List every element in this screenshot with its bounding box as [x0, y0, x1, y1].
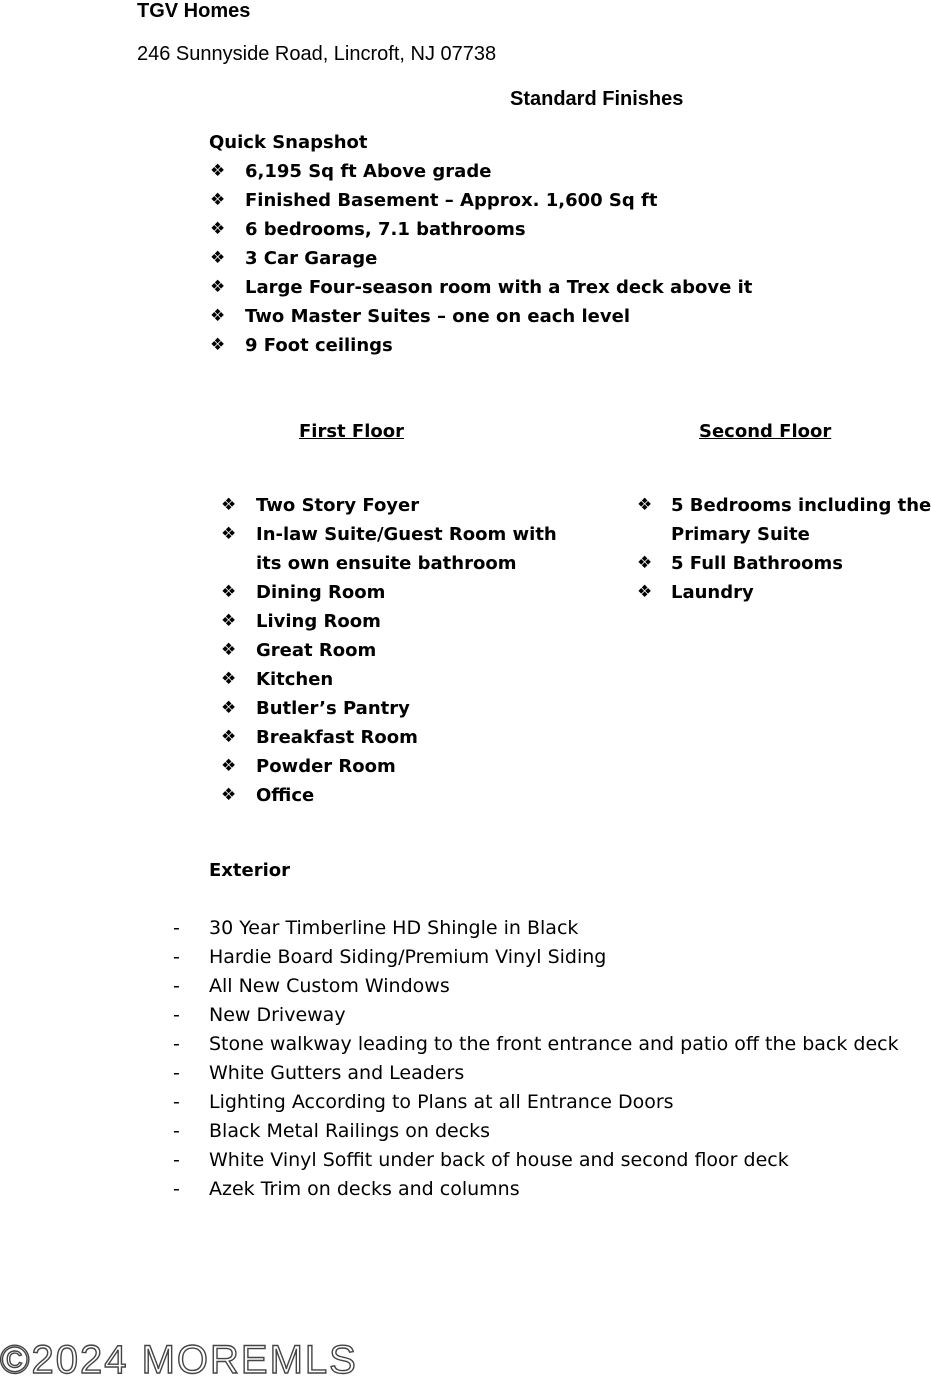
list-item-text: 9 Foot ceilings: [245, 335, 393, 356]
list-item: [209, 157, 752, 186]
list-item: [220, 520, 557, 549]
list-item: [636, 491, 931, 520]
diamond-bullet-icon: ❖: [637, 495, 653, 515]
list-item: [209, 186, 752, 215]
list-item-text: Lighting According to Plans at all Entrance Doors: [209, 1091, 674, 1113]
diamond-bullet-icon: ❖: [221, 582, 237, 602]
list-item-text: Two Story Foyer: [256, 495, 420, 516]
dash-bullet: -: [173, 1120, 180, 1142]
list-item-continuation: [636, 520, 931, 549]
dash-bullet: -: [173, 975, 180, 997]
diamond-bullet-icon: ❖: [210, 190, 226, 210]
list-item: [220, 636, 557, 665]
list-item: [636, 549, 931, 578]
diamond-bullet-icon: ❖: [221, 495, 237, 515]
diamond-bullet-icon: ❖: [637, 582, 653, 602]
exterior-list: [170, 914, 899, 1204]
list-item-text: 6,195 Sq ft Above grade: [245, 161, 492, 182]
list-item: [170, 1030, 899, 1059]
list-item-text: 3 Car Garage: [245, 248, 378, 269]
dash-bullet: -: [173, 1033, 180, 1055]
second-floor-heading: Second Floor: [699, 421, 832, 442]
list-item: [170, 914, 899, 943]
diamond-bullet-icon: ❖: [221, 698, 237, 718]
list-item: [220, 752, 557, 781]
list-item: [209, 215, 752, 244]
list-item-text: Powder Room: [256, 756, 396, 777]
list-item-text: All New Custom Windows: [209, 975, 450, 997]
list-item: [170, 943, 899, 972]
list-item-text: its own ensuite bathroom: [256, 553, 517, 574]
diamond-bullet-icon: ❖: [210, 277, 226, 297]
diamond-bullet-icon: ❖: [210, 219, 226, 239]
list-item-text: Dining Room: [256, 582, 386, 603]
list-item: [220, 665, 557, 694]
list-item-text: Great Room: [256, 640, 377, 661]
list-item-text: 6 bedrooms, 7.1 bathrooms: [245, 219, 526, 240]
document-title: Standard Finishes: [510, 88, 684, 110]
diamond-bullet-icon: ❖: [221, 756, 237, 776]
list-item-text: Two Master Suites – one on each level: [245, 306, 630, 327]
diamond-bullet-icon: ❖: [221, 611, 237, 631]
dash-bullet: -: [173, 1178, 180, 1200]
list-item-text: Large Four-season room with a Trex deck above it: [245, 277, 753, 298]
list-item-text: 5 Full Bathrooms: [671, 553, 843, 574]
first-floor-list: [220, 491, 557, 810]
list-item-text: Living Room: [256, 611, 381, 632]
list-item: [220, 781, 557, 810]
list-item-text: Black Metal Railings on decks: [209, 1120, 491, 1142]
list-item-text: In-law Suite/Guest Room with: [256, 524, 557, 545]
list-item: [220, 491, 557, 520]
dash-bullet: -: [173, 1062, 180, 1084]
copyright-watermark: ©2024 MOREMLS: [0, 1338, 358, 1382]
diamond-bullet-icon: ❖: [210, 248, 226, 268]
list-item: [220, 694, 557, 723]
diamond-bullet-icon: ❖: [210, 161, 226, 181]
list-item-continuation: [220, 549, 557, 578]
list-item-text: Office: [256, 785, 315, 806]
list-item-text: Azek Trim on decks and columns: [209, 1178, 520, 1200]
dash-bullet: -: [173, 1004, 180, 1026]
list-item-text: Finished Basement – Approx. 1,600 Sq ft: [245, 190, 658, 211]
list-item-text: Butler’s Pantry: [256, 698, 410, 719]
second-floor-list: [636, 491, 931, 607]
list-item-text: Laundry: [671, 582, 754, 603]
diamond-bullet-icon: ❖: [210, 306, 226, 326]
list-item: [170, 1117, 899, 1146]
company-name: TGV Homes: [137, 0, 251, 22]
list-item-text: Primary Suite: [671, 524, 810, 545]
dash-bullet: -: [173, 946, 180, 968]
property-address: 246 Sunnyside Road, Lincroft, NJ 07738: [137, 43, 497, 65]
list-item-text: 5 Bedrooms including the: [671, 495, 931, 516]
exterior-heading: Exterior: [209, 860, 291, 881]
diamond-bullet-icon: ❖: [221, 524, 237, 544]
list-item: [170, 972, 899, 1001]
list-item-text: Hardie Board Siding/Premium Vinyl Siding: [209, 946, 607, 968]
list-item: [209, 273, 752, 302]
quick-snapshot-heading: Quick Snapshot: [209, 132, 368, 153]
list-item-text: White Vinyl Soffit under back of house and second floor deck: [209, 1149, 789, 1171]
diamond-bullet-icon: ❖: [221, 785, 237, 805]
diamond-bullet-icon: ❖: [210, 335, 226, 355]
list-item-text: New Driveway: [209, 1004, 346, 1026]
list-item: [220, 723, 557, 752]
list-item: [220, 578, 557, 607]
dash-bullet: -: [173, 917, 180, 939]
list-item: [170, 1088, 899, 1117]
list-item: [209, 331, 752, 360]
list-item-text: Kitchen: [256, 669, 334, 690]
dash-bullet: -: [173, 1091, 180, 1113]
dash-bullet: -: [173, 1149, 180, 1171]
diamond-bullet-icon: ❖: [221, 727, 237, 747]
list-item: [209, 302, 752, 331]
list-item: [170, 1059, 899, 1088]
diamond-bullet-icon: ❖: [637, 553, 653, 573]
list-item-text: 30 Year Timberline HD Shingle in Black: [209, 917, 579, 939]
list-item-text: Stone walkway leading to the front entrance and patio off the back deck: [209, 1033, 899, 1055]
quick-snapshot-list: [209, 157, 752, 360]
first-floor-heading: First Floor: [299, 421, 405, 442]
diamond-bullet-icon: ❖: [221, 669, 237, 689]
list-item: [170, 1146, 899, 1175]
list-item-text: Breakfast Room: [256, 727, 418, 748]
list-item: [220, 607, 557, 636]
list-item-text: White Gutters and Leaders: [209, 1062, 465, 1084]
list-item: [636, 578, 931, 607]
list-item: [170, 1001, 899, 1030]
list-item: [170, 1175, 899, 1204]
list-item: [209, 244, 752, 273]
diamond-bullet-icon: ❖: [221, 640, 237, 660]
